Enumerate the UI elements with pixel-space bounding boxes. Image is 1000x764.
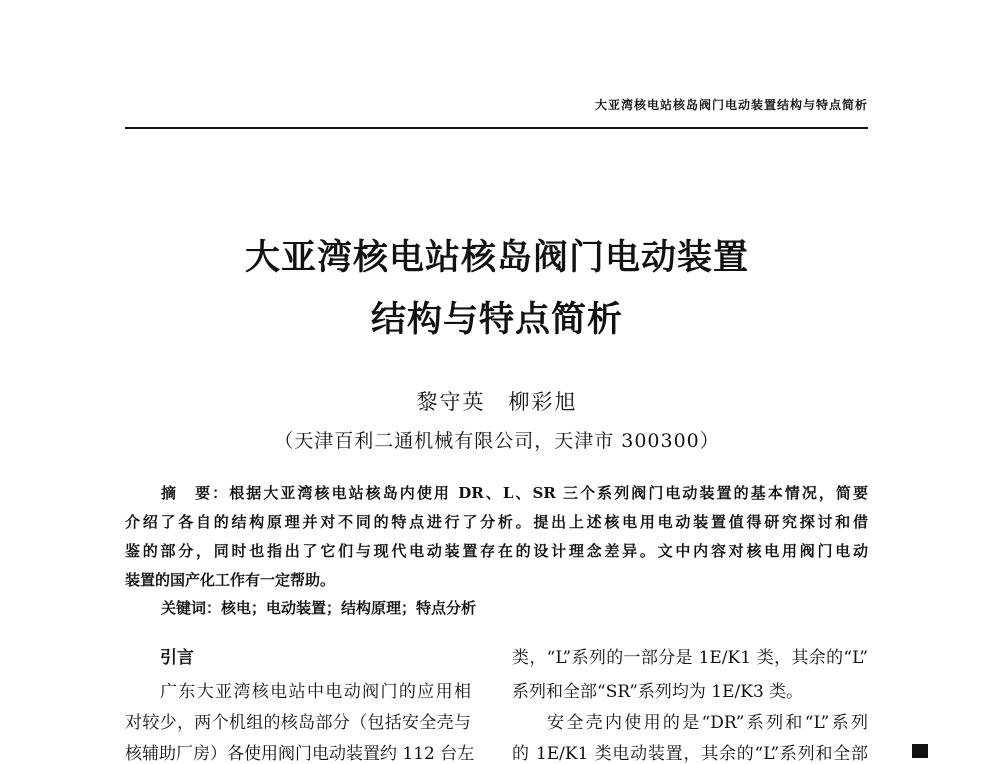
right-col-line-1: 类，“L”系列的一部分是 1E/K1 类，其余的“L” — [512, 648, 868, 668]
affiliation: （天津百利二通机械有限公司，天津市 300300） — [274, 430, 720, 452]
running-header: 大亚湾核电站核岛阀门电动装置结构与特点简析 — [594, 98, 868, 112]
abstract-line-1: 摘 要：根据大亚湾核电站核岛内使用 DR、L、SR 三个系列阀门电动装置的基本情况，简要 — [161, 484, 868, 502]
abstract-line-4: 装置的国产化工作有一定帮助。 — [125, 571, 336, 589]
right-col-line-4: 的 1E/K1 类电动装置，其余的“L”系列和全部 — [512, 744, 868, 764]
paper-title-line-2: 结构与特点简析 — [370, 299, 623, 340]
keywords-label: 关键词： — [161, 599, 222, 617]
paper-title-line-1: 大亚湾核电站核岛阀门电动装置 — [244, 237, 749, 278]
left-col-line-3: 核辅助厂房）各使用阀门电动装置约 112 台左 — [125, 744, 475, 764]
right-col-line-2: 系列和全部“SR”系列均为 1E/K3 类。 — [512, 682, 804, 702]
abstract-line-3: 鉴的部分，同时也指出了它们与现代电动装置存在的设计理念差异。文中内容对核电用阀门电动 — [125, 542, 868, 560]
header-rule — [125, 127, 868, 129]
page-edge-mark — [912, 744, 928, 758]
left-col-line-1: 广东大亚湾核电站中电动阀门的应用相 — [160, 682, 471, 702]
left-col-line-2: 对较少，两个机组的核岛部分（包括安全壳与 — [125, 713, 471, 733]
right-col-line-3: 安全壳内使用的是“DR”系列和“L”系列 — [547, 713, 868, 733]
abstract-label: 摘 要： — [161, 484, 230, 502]
section-heading-introduction: 引言 — [160, 648, 194, 668]
authors: 黎守英 柳彩旭 — [416, 390, 578, 414]
keywords: 关键词：核电；电动装置；结构原理；特点分析 — [161, 599, 477, 617]
abstract-line-2: 介绍了各自的结构原理并对不同的特点进行了分析。提出上述核电用电动装置值得研究探讨和借 — [125, 513, 868, 531]
